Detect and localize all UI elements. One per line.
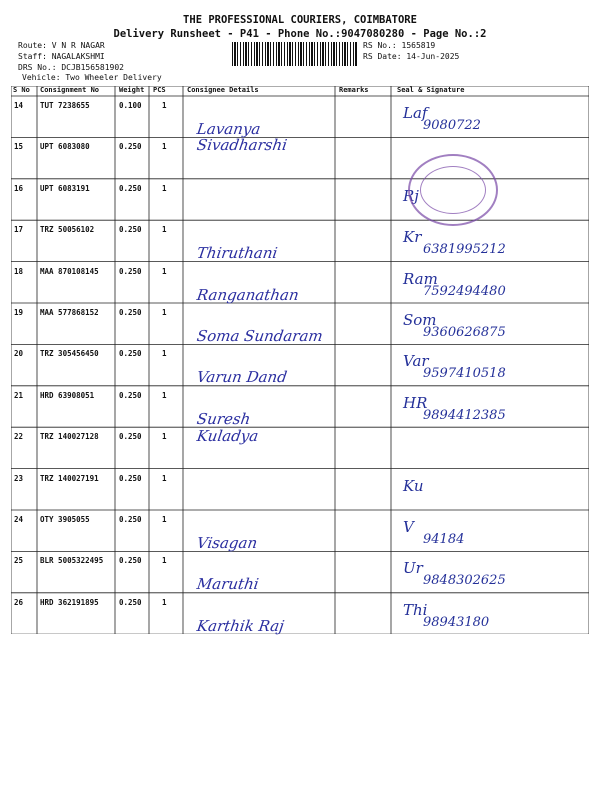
row-pcs: 1 [162, 349, 167, 359]
row-phone-handwritten: 9848302625 [423, 573, 506, 589]
row-consignee-handwritten: Visagan [195, 534, 259, 552]
row-signature: Thi [403, 600, 428, 619]
row-consignee-handwritten: Soma Sundaram [195, 327, 324, 345]
row-signature: HR [403, 393, 428, 412]
route-label: Route: V N R NAGAR [18, 41, 105, 50]
row-sno: 14 [14, 101, 24, 110]
drs-label: DRS No.: DCJB156581902 [18, 63, 124, 72]
row-weight: 0.250 [119, 308, 142, 317]
row-sno: 24 [14, 515, 24, 524]
row-pcs: 1 [162, 432, 167, 442]
col-header-weight: Weight [119, 86, 145, 94]
col-header-consignment: Consignment No [40, 86, 100, 94]
row-consignment-no: TRZ 50056102 [40, 225, 95, 235]
row-weight: 0.250 [119, 556, 142, 566]
row-consignee-handwritten: Kuladya [195, 427, 260, 446]
row-pcs: 1 [162, 597, 167, 607]
row-weight: 0.250 [119, 266, 142, 276]
barcode-image [232, 42, 358, 66]
row-sno: 15 [14, 142, 24, 152]
row-signature: Ku [403, 476, 424, 495]
row-consignee-handwritten: Ranganathan [195, 285, 300, 304]
row-pcs: 1 [162, 101, 167, 110]
row-sno: 16 [14, 183, 24, 193]
row-sno: 25 [14, 556, 24, 566]
row-weight: 0.250 [119, 349, 142, 359]
row-signature: Som [403, 311, 437, 329]
row-phone-handwritten: 9360626875 [423, 325, 506, 340]
row-weight: 0.250 [119, 183, 142, 193]
courier-seal-stamp [408, 154, 498, 226]
row-weight: 0.250 [119, 225, 142, 235]
vehicle-label: Vehicle: Two Wheeler Delivery [22, 73, 162, 82]
row-signature: Ur [403, 559, 423, 578]
row-pcs: 1 [162, 556, 167, 566]
row-phone-handwritten: 6381995212 [423, 242, 506, 258]
company-title: THE PROFESSIONAL COURIERS, COIMBATORE [183, 14, 417, 26]
row-consignment-no: UPT 6083080 [40, 142, 90, 152]
row-consignee-handwritten: Thiruthani [195, 244, 279, 263]
col-header-remarks: Remarks [339, 86, 369, 94]
row-weight: 0.250 [119, 142, 142, 152]
row-sno: 22 [14, 432, 24, 442]
runsheet-table [11, 86, 589, 634]
row-consignment-no: TUT 7238655 [40, 101, 90, 110]
row-consignee-handwritten: Sivadharshi [195, 136, 289, 155]
row-consignment-no: TRZ 140027191 [40, 473, 99, 483]
row-phone-handwritten: 9894412385 [423, 407, 506, 423]
table-grid-lines [11, 86, 589, 634]
row-signature: Var [403, 352, 429, 371]
row-consignee-handwritten: Lavanya [195, 120, 262, 138]
col-header-signature: Seal & Signature [397, 86, 465, 94]
row-pcs: 1 [162, 308, 167, 317]
row-consignment-no: HRD 362191895 [40, 597, 99, 607]
row-phone-handwritten: 98943180 [423, 614, 490, 630]
row-signature: Ram [403, 269, 438, 288]
row-phone-handwritten: 7592494480 [423, 283, 506, 299]
row-pcs: 1 [162, 515, 167, 524]
row-weight: 0.250 [119, 473, 142, 483]
staff-label: Staff: NAGALAKSHMI [18, 52, 105, 61]
row-consignment-no: MAA 870108145 [40, 266, 99, 276]
rs-no-label: RS No.: 1565819 [363, 41, 436, 50]
row-signature: Laf [403, 104, 428, 122]
row-consignment-no: HRD 63908051 [40, 390, 95, 400]
row-phone-handwritten: 9597410518 [423, 366, 506, 382]
row-weight: 0.250 [119, 515, 142, 524]
row-pcs: 1 [162, 183, 167, 193]
row-pcs: 1 [162, 390, 167, 400]
rs-date-label: RS Date: 14-Jun-2025 [363, 52, 460, 61]
row-signature: Rj [403, 186, 419, 205]
row-sno: 23 [14, 473, 24, 483]
row-pcs: 1 [162, 142, 167, 152]
row-sno: 19 [14, 308, 24, 317]
row-weight: 0.100 [119, 101, 142, 110]
row-sno: 21 [14, 390, 24, 400]
row-sno: 17 [14, 225, 24, 235]
row-weight: 0.250 [119, 432, 142, 442]
row-weight: 0.250 [119, 597, 142, 607]
row-weight: 0.250 [119, 390, 142, 400]
row-sno: 18 [14, 266, 24, 276]
col-header-pcs: PCS [153, 86, 166, 94]
row-consignee-handwritten: Maruthi [195, 575, 260, 594]
row-phone-handwritten: 9080722 [423, 118, 481, 133]
row-signature: V [403, 518, 414, 536]
row-consignment-no: BLR 5005322495 [40, 556, 104, 566]
col-header-sno: S No [13, 86, 30, 94]
row-phone-handwritten: 94184 [423, 532, 465, 547]
row-consignee-handwritten: Varun Dand [195, 368, 289, 387]
row-pcs: 1 [162, 266, 167, 276]
row-consignment-no: TRZ 140027128 [40, 432, 99, 442]
row-consignment-no: UPT 6083191 [40, 183, 90, 193]
row-pcs: 1 [162, 225, 167, 235]
row-sno: 20 [14, 349, 24, 359]
row-consignee-handwritten: Karthik Raj [195, 616, 286, 635]
row-consignment-no: MAA 577868152 [40, 308, 99, 317]
row-consignment-no: OTY 3905055 [40, 515, 90, 524]
runsheet-subtitle: Delivery Runsheet - P41 - Phone No.:9047080280 - Page No.:2 [113, 28, 487, 40]
row-consignment-no: TRZ 305456450 [40, 349, 99, 359]
row-signature: Kr [403, 228, 422, 247]
row-pcs: 1 [162, 473, 167, 483]
col-header-consignee: Consignee Details [187, 86, 259, 94]
row-consignee-handwritten: Suresh [195, 409, 252, 428]
row-sno: 26 [14, 597, 24, 607]
